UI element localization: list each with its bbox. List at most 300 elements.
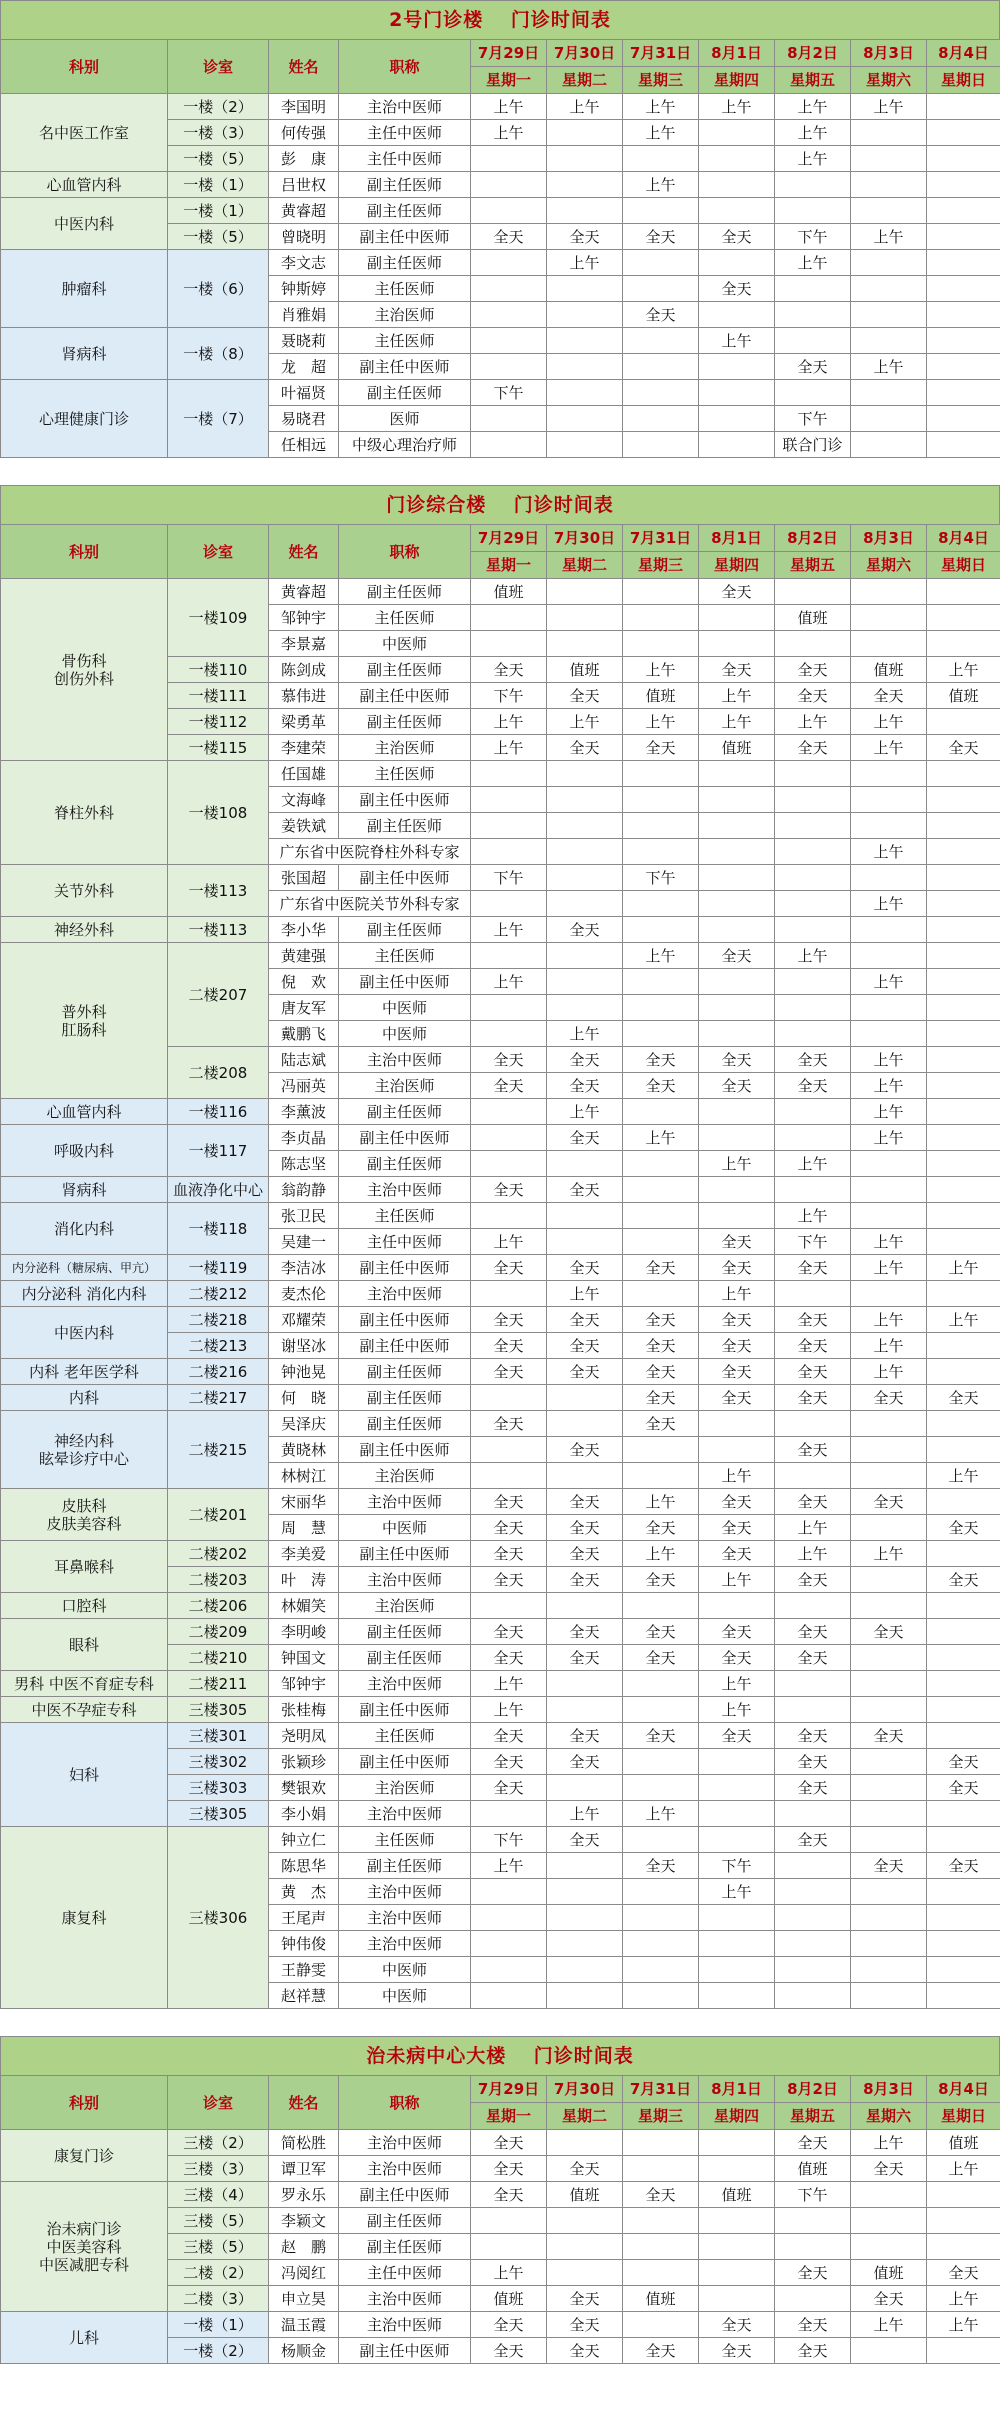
header-weekday: 星期六 (851, 552, 927, 579)
table-row (1, 198, 1000, 224)
shift-cell (623, 1099, 699, 1125)
department-cell: 名中医工作室 (1, 94, 168, 172)
shift-cell (927, 891, 1000, 917)
shift-cell (851, 2182, 927, 2208)
shift-cell: 值班 (699, 2182, 775, 2208)
shift-cell (471, 354, 547, 380)
shift-cell: 全天 (699, 1723, 775, 1749)
doctor-name: 任相远 (269, 432, 339, 458)
room-cell: 一楼（3） (168, 120, 269, 146)
shift-cell (547, 432, 623, 458)
shift-cell (547, 146, 623, 172)
header-date: 8月4日 (927, 525, 1000, 552)
header-date: 8月3日 (851, 2076, 927, 2103)
room-cell: 二楼202 (168, 1541, 269, 1567)
shift-cell: 下午 (623, 865, 699, 891)
shift-cell: 全天 (775, 1385, 851, 1411)
header-weekday: 星期五 (775, 552, 851, 579)
room-cell: 一楼108 (168, 761, 269, 865)
shift-cell: 全天 (547, 917, 623, 943)
shift-cell: 上午 (851, 354, 927, 380)
doctor-name: 李贞晶 (269, 1125, 339, 1151)
doctor-name: 陆志斌 (269, 1047, 339, 1073)
doctor-title: 中医师 (339, 1021, 471, 1047)
room-cell: 一楼（1） (168, 198, 269, 224)
shift-cell: 上午 (775, 94, 851, 120)
table-row (1, 2182, 1000, 2208)
shift-cell (775, 1125, 851, 1151)
header-date: 7月29日 (471, 2076, 547, 2103)
department-cell: 内科 (1, 1385, 168, 1411)
table-row (1, 1723, 1000, 1749)
shift-cell: 全天 (775, 1645, 851, 1671)
shift-cell (699, 1125, 775, 1151)
shift-cell (699, 380, 775, 406)
header-weekday: 星期一 (471, 67, 547, 94)
doctor-name: 吴泽庆 (269, 1411, 339, 1437)
shift-cell (623, 761, 699, 787)
department-cell: 关节外科 (1, 865, 168, 917)
shift-cell (699, 432, 775, 458)
doctor-name: 林媚笑 (269, 1593, 339, 1619)
section-title: 治未病中心大楼 门诊时间表 (0, 2036, 1000, 2075)
shift-cell (927, 943, 1000, 969)
shift-cell (851, 1827, 927, 1853)
shift-cell (471, 1437, 547, 1463)
shift-cell (927, 250, 1000, 276)
shift-cell (547, 172, 623, 198)
room-cell: 二楼206 (168, 1593, 269, 1619)
shift-cell: 全天 (547, 1125, 623, 1151)
doctor-name: 慕伟进 (269, 683, 339, 709)
shift-cell (699, 198, 775, 224)
doctor-title: 主治中医师 (339, 1177, 471, 1203)
shift-cell (471, 1385, 547, 1411)
shift-cell (623, 813, 699, 839)
shift-cell (927, 1645, 1000, 1671)
shift-cell: 全天 (699, 1645, 775, 1671)
table-row (1, 579, 1000, 605)
shift-cell (851, 995, 927, 1021)
shift-cell: 全天 (927, 1515, 1000, 1541)
shift-cell: 上午 (699, 1463, 775, 1489)
shift-cell (547, 1593, 623, 1619)
doctor-name: 倪 欢 (269, 969, 339, 995)
shift-cell (471, 2208, 547, 2234)
shift-cell: 全天 (699, 1333, 775, 1359)
doctor-title: 主治医师 (339, 1775, 471, 1801)
shift-cell (623, 631, 699, 657)
shift-cell (927, 1827, 1000, 1853)
shift-cell (547, 1775, 623, 1801)
shift-cell: 全天 (471, 2182, 547, 2208)
shift-cell: 全天 (623, 302, 699, 328)
doctor-title: 主任中医师 (339, 120, 471, 146)
shift-cell (471, 328, 547, 354)
doctor-name: 叶 涛 (269, 1567, 339, 1593)
table-row (1, 2130, 1000, 2156)
room-cell: 三楼（5） (168, 2208, 269, 2234)
doctor-title: 主任中医师 (339, 1229, 471, 1255)
shift-cell (851, 1697, 927, 1723)
header-weekday: 星期二 (547, 2103, 623, 2130)
doctor-title: 副主任中医师 (339, 865, 471, 891)
shift-cell: 全天 (471, 1619, 547, 1645)
shift-cell: 上午 (851, 1073, 927, 1099)
shift-cell: 上午 (775, 943, 851, 969)
shift-cell (851, 605, 927, 631)
shift-cell (927, 1619, 1000, 1645)
shift-cell: 全天 (471, 2312, 547, 2338)
shift-cell: 上午 (775, 250, 851, 276)
shift-cell (547, 1905, 623, 1931)
shift-cell: 上午 (623, 120, 699, 146)
shift-cell: 上午 (623, 172, 699, 198)
shift-cell: 上午 (927, 1463, 1000, 1489)
shift-cell (851, 198, 927, 224)
shift-cell: 上午 (851, 709, 927, 735)
shift-cell: 上午 (471, 709, 547, 735)
shift-cell (699, 1801, 775, 1827)
shift-cell (927, 2182, 1000, 2208)
doctor-title: 副主任中医师 (339, 1541, 471, 1567)
doctor-title: 副主任医师 (339, 1151, 471, 1177)
doctor-name: 申立昊 (269, 2286, 339, 2312)
doctor-name: 简松胜 (269, 2130, 339, 2156)
shift-cell: 全天 (775, 1255, 851, 1281)
doctor-title: 副主任医师 (339, 1853, 471, 1879)
shift-cell (471, 1151, 547, 1177)
shift-cell: 全天 (623, 1515, 699, 1541)
shift-cell: 下午 (775, 224, 851, 250)
shift-cell (851, 1671, 927, 1697)
doctor-name: 任国雄 (269, 761, 339, 787)
shift-cell (851, 1203, 927, 1229)
shift-cell (471, 1203, 547, 1229)
shift-cell (699, 1021, 775, 1047)
shift-cell (851, 1593, 927, 1619)
shift-cell (851, 172, 927, 198)
doctor-title: 主治医师 (339, 1463, 471, 1489)
doctor-name: 张卫民 (269, 1203, 339, 1229)
shift-cell (471, 432, 547, 458)
shift-cell: 全天 (623, 2338, 699, 2364)
shift-cell: 全天 (623, 1385, 699, 1411)
shift-cell: 全天 (699, 1073, 775, 1099)
doctor-name: 谢坚冰 (269, 1333, 339, 1359)
doctor-name: 李建荣 (269, 735, 339, 761)
room-cell: 一楼110 (168, 657, 269, 683)
shift-cell (547, 2130, 623, 2156)
shift-cell: 全天 (471, 1047, 547, 1073)
doctor-title: 副主任医师 (339, 1099, 471, 1125)
shift-cell: 全天 (623, 1567, 699, 1593)
header-date: 7月31日 (623, 525, 699, 552)
department-cell: 康复科 (1, 1827, 168, 2009)
shift-cell (623, 787, 699, 813)
shift-cell (699, 605, 775, 631)
room-cell: 二楼213 (168, 1333, 269, 1359)
shift-cell (851, 276, 927, 302)
shift-cell: 全天 (547, 1073, 623, 1099)
room-cell: 一楼（5） (168, 224, 269, 250)
doctor-title: 副主任中医师 (339, 224, 471, 250)
doctor-name: 邹钟宇 (269, 605, 339, 631)
shift-cell (623, 1983, 699, 2009)
doctor-name: 黄建强 (269, 943, 339, 969)
header-title: 职称 (339, 40, 471, 94)
doctor-name: 赵祥慧 (269, 1983, 339, 2009)
shift-cell (471, 813, 547, 839)
header-weekday: 星期一 (471, 552, 547, 579)
shift-cell: 全天 (927, 735, 1000, 761)
shift-cell: 全天 (775, 735, 851, 761)
doctor-name: 曾晓明 (269, 224, 339, 250)
shift-cell (775, 865, 851, 891)
table-row (1, 1203, 1000, 1229)
department-cell: 内分泌科 消化内科 (1, 1281, 168, 1307)
shift-cell: 全天 (775, 657, 851, 683)
department-cell: 男科 中医不育症专科 (1, 1671, 168, 1697)
shift-cell (927, 839, 1000, 865)
header-weekday: 星期日 (927, 67, 1000, 94)
shift-cell (927, 224, 1000, 250)
shift-cell: 上午 (851, 1099, 927, 1125)
shift-cell: 全天 (699, 276, 775, 302)
shift-cell: 全天 (623, 1853, 699, 1879)
doctor-name: 广东省中医院关节外科专家 (269, 891, 471, 917)
shift-cell (851, 120, 927, 146)
shift-cell (547, 579, 623, 605)
doctor-title: 主治医师 (339, 1593, 471, 1619)
shift-cell (775, 1021, 851, 1047)
shift-cell (927, 813, 1000, 839)
doctor-title: 副主任中医师 (339, 1749, 471, 1775)
shift-cell (927, 1879, 1000, 1905)
shift-cell (851, 787, 927, 813)
table-row (1, 94, 1000, 120)
doctor-name: 樊银欢 (269, 1775, 339, 1801)
shift-cell: 上午 (851, 224, 927, 250)
shift-cell (775, 891, 851, 917)
doctor-name: 梁勇革 (269, 709, 339, 735)
doctor-title: 副主任医师 (339, 250, 471, 276)
shift-cell: 全天 (471, 2338, 547, 2364)
shift-cell (623, 380, 699, 406)
shift-cell (623, 1281, 699, 1307)
shift-cell (927, 1151, 1000, 1177)
shift-cell (775, 276, 851, 302)
shift-cell (623, 2260, 699, 2286)
shift-cell (851, 1567, 927, 1593)
shift-cell: 全天 (471, 1359, 547, 1385)
room-cell: 一楼（2） (168, 2338, 269, 2364)
doctor-title: 副主任中医师 (339, 1125, 471, 1151)
header-date: 7月30日 (547, 2076, 623, 2103)
shift-cell (699, 2234, 775, 2260)
shift-cell (851, 1801, 927, 1827)
header-date: 8月4日 (927, 2076, 1000, 2103)
shift-cell (775, 2286, 851, 2312)
doctor-name: 王静雯 (269, 1957, 339, 1983)
doctor-name: 翁韵静 (269, 1177, 339, 1203)
doctor-title: 副主任医师 (339, 198, 471, 224)
shift-cell (851, 1645, 927, 1671)
doctor-name: 冯阅红 (269, 2260, 339, 2286)
shift-cell: 上午 (851, 1047, 927, 1073)
doctor-name: 黄睿超 (269, 198, 339, 224)
shift-cell (927, 328, 1000, 354)
shift-cell (471, 250, 547, 276)
shift-cell (471, 1957, 547, 1983)
room-cell: 一楼118 (168, 1203, 269, 1255)
shift-cell (699, 891, 775, 917)
shift-cell (699, 2130, 775, 2156)
shift-cell (623, 2208, 699, 2234)
shift-cell: 全天 (471, 1177, 547, 1203)
department-cell: 耳鼻喉科 (1, 1541, 168, 1593)
header-date: 7月30日 (547, 40, 623, 67)
shift-cell (547, 2260, 623, 2286)
shift-cell (851, 328, 927, 354)
shift-cell (927, 1411, 1000, 1437)
shift-cell (775, 1983, 851, 2009)
shift-cell (471, 1801, 547, 1827)
shift-cell (547, 354, 623, 380)
table-row (1, 1671, 1000, 1697)
doctor-title: 副主任医师 (339, 813, 471, 839)
shift-cell: 上午 (547, 709, 623, 735)
shift-cell (547, 328, 623, 354)
shift-cell (547, 1879, 623, 1905)
room-cell: 一楼（2） (168, 94, 269, 120)
shift-cell: 全天 (699, 1359, 775, 1385)
shift-cell (471, 1879, 547, 1905)
shift-cell (471, 891, 547, 917)
shift-cell: 上午 (851, 1359, 927, 1385)
header-weekday: 星期六 (851, 2103, 927, 2130)
shift-cell (699, 1905, 775, 1931)
shift-cell (927, 1983, 1000, 2009)
shift-cell (471, 1593, 547, 1619)
shift-cell: 全天 (623, 1619, 699, 1645)
header-weekday: 星期一 (471, 2103, 547, 2130)
department-cell: 中医内科 (1, 1307, 168, 1359)
shift-cell (775, 2234, 851, 2260)
shift-cell (471, 172, 547, 198)
shift-cell: 全天 (775, 2312, 851, 2338)
shift-cell: 全天 (547, 683, 623, 709)
doctor-title: 副主任中医师 (339, 787, 471, 813)
shift-cell: 全天 (471, 1775, 547, 1801)
doctor-title: 主任医师 (339, 605, 471, 631)
shift-cell: 全天 (851, 1619, 927, 1645)
header-dept: 科别 (1, 40, 168, 94)
shift-cell (623, 146, 699, 172)
shift-cell: 上午 (927, 1255, 1000, 1281)
shift-cell (927, 276, 1000, 302)
doctor-title: 主治中医师 (339, 2286, 471, 2312)
shift-cell: 上午 (851, 1541, 927, 1567)
shift-cell (775, 302, 851, 328)
department-cell: 中医不孕症专科 (1, 1697, 168, 1723)
doctor-title: 主任医师 (339, 1203, 471, 1229)
doctor-name: 陈思华 (269, 1853, 339, 1879)
doctor-title: 主任医师 (339, 943, 471, 969)
shift-cell: 上午 (699, 709, 775, 735)
doctor-title: 副主任中医师 (339, 1437, 471, 1463)
shift-cell (471, 761, 547, 787)
shift-cell: 上午 (547, 250, 623, 276)
shift-cell (851, 579, 927, 605)
shift-cell (623, 1957, 699, 1983)
shift-cell: 全天 (775, 1749, 851, 1775)
doctor-name: 陈剑成 (269, 657, 339, 683)
department-cell: 口腔科 (1, 1593, 168, 1619)
shift-cell: 全天 (623, 224, 699, 250)
doctor-title: 主治中医师 (339, 1281, 471, 1307)
shift-cell: 上午 (623, 657, 699, 683)
shift-cell (547, 1203, 623, 1229)
header-date: 8月1日 (699, 525, 775, 552)
shift-cell: 上午 (775, 1203, 851, 1229)
header-date: 8月3日 (851, 525, 927, 552)
shift-cell (927, 1177, 1000, 1203)
shift-cell (775, 1879, 851, 1905)
shift-cell (699, 1775, 775, 1801)
shift-cell: 全天 (547, 2156, 623, 2182)
table-row (1, 761, 1000, 787)
room-cell: 二楼217 (168, 1385, 269, 1411)
doctor-name: 钟立仁 (269, 1827, 339, 1853)
shift-cell: 值班 (851, 2260, 927, 2286)
shift-cell (623, 995, 699, 1021)
table-row (1, 1099, 1000, 1125)
room-cell: 一楼116 (168, 1099, 269, 1125)
shift-cell: 全天 (471, 1749, 547, 1775)
shift-cell (623, 432, 699, 458)
shift-cell (927, 1333, 1000, 1359)
shift-cell: 上午 (623, 1125, 699, 1151)
shift-cell (775, 761, 851, 787)
doctor-name: 文海峰 (269, 787, 339, 813)
shift-cell: 上午 (851, 2130, 927, 2156)
shift-cell (699, 146, 775, 172)
shift-cell: 值班 (547, 657, 623, 683)
shift-cell: 上午 (471, 1697, 547, 1723)
shift-cell: 全天 (547, 224, 623, 250)
shift-cell (927, 432, 1000, 458)
table-row (1, 1619, 1000, 1645)
shift-cell (623, 1931, 699, 1957)
shift-cell (927, 761, 1000, 787)
doctor-title: 主治中医师 (339, 2156, 471, 2182)
header-weekday: 星期四 (699, 67, 775, 94)
shift-cell: 全天 (775, 2338, 851, 2364)
shift-cell (927, 198, 1000, 224)
shift-cell (699, 1983, 775, 2009)
table-row (1, 1255, 1000, 1281)
shift-cell: 下午 (775, 2182, 851, 2208)
shift-cell (623, 406, 699, 432)
room-cell: 二楼207 (168, 943, 269, 1047)
shift-cell: 下午 (471, 1827, 547, 1853)
room-cell: 一楼（1） (168, 172, 269, 198)
shift-cell (851, 146, 927, 172)
department-cell: 脊柱外科 (1, 761, 168, 865)
doctor-name: 赵 鹏 (269, 2234, 339, 2260)
shift-cell: 上午 (851, 1125, 927, 1151)
